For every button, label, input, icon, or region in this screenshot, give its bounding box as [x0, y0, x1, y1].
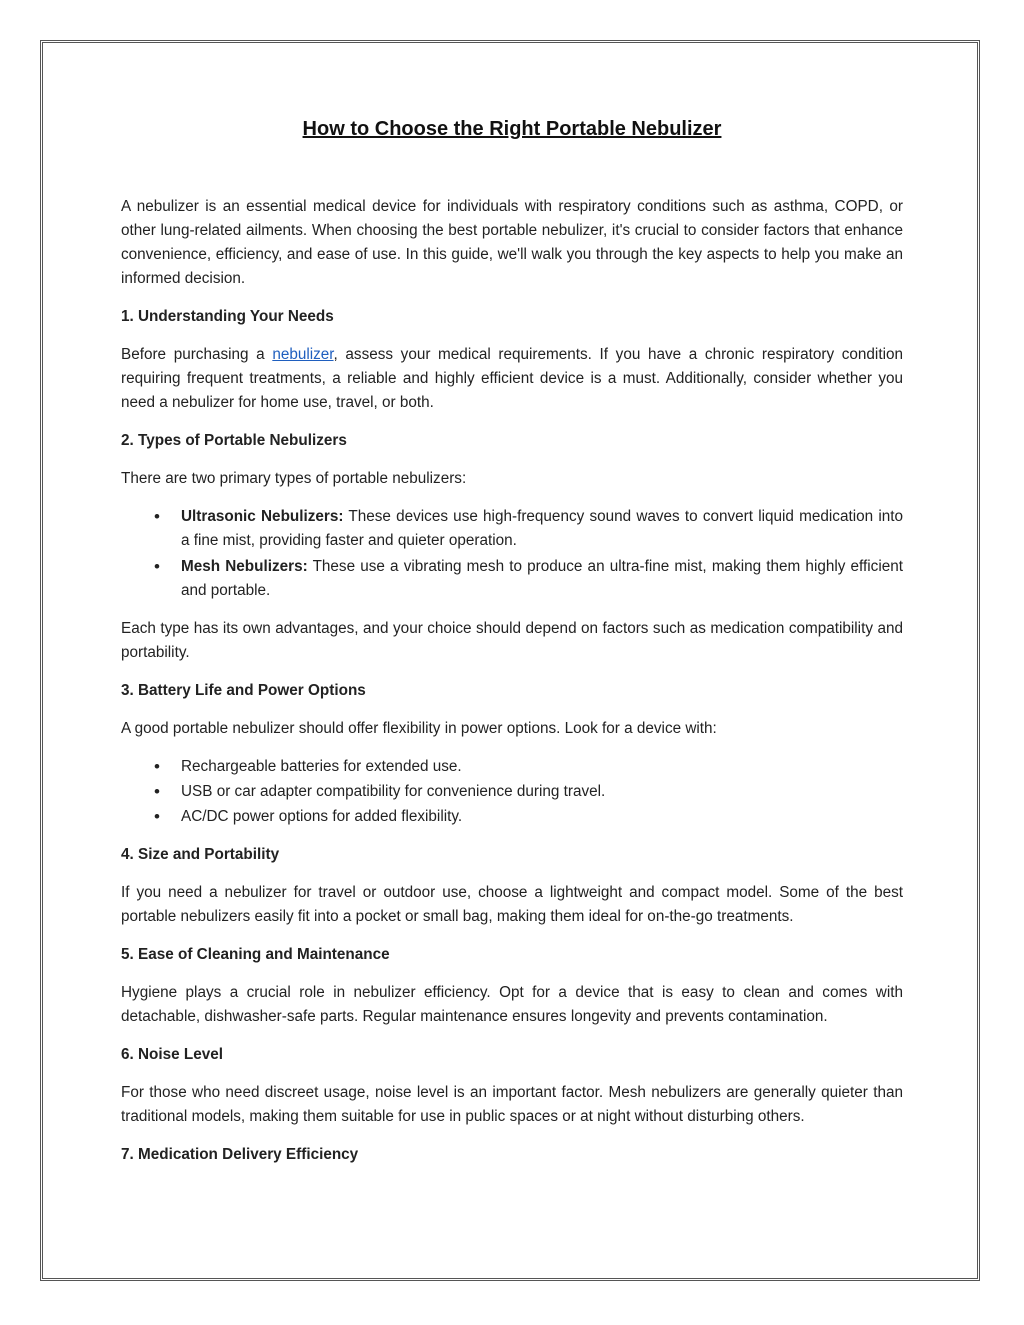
list-item: • USB or car adapter compatibility for convenience during travel.	[181, 780, 903, 804]
needs-paragraph	[121, 343, 903, 415]
types-lead-paragraph: There are two primary types of portable nebulizers:	[121, 470, 467, 487]
needs-text-after-link: , assess your medical requirements. If you have a chronic respiratory condition requiring frequent treatments, a reliable and highly efficient device is a must. Additionally, consider whether you need a nebulizer for home use, travel, or both.	[121, 346, 903, 411]
size-paragraph: If you need a nebulizer for travel or outdoor use, choose a lightweight and compact model. Some of the best portable nebulizers easily fit into a pocket or small bag, making them ideal for on-the-go treatments.	[121, 884, 903, 925]
list-item-text: These devices use high-frequency sound waves to convert liquid medication into a fine mist, providing faster and quieter operation.	[181, 508, 903, 549]
document-title: How to Choose the Right Portable Nebulizer	[302, 118, 722, 140]
section-heading-delivery: 7. Medication Delivery Efficiency	[121, 1146, 359, 1163]
intro-paragraph: A nebulizer is an essential medical device for individuals with respiratory conditions such as asthma, COPD, or other lung-related ailments. When choosing the best portable nebulizer, it's crucial to consider factors that enhance convenience, efficiency, and ease of use. In this guide, we'll walk you through the key aspects to help you make an informed decision.	[121, 198, 903, 287]
cleaning-paragraph: Hygiene plays a crucial role in nebulizer efficiency. Opt for a device that is easy to clean and comes with detachable, dishwasher-safe parts. Regular maintenance ensures longevity and prevents contamination.	[121, 984, 903, 1025]
section-heading-size: 4. Size and Portability	[121, 846, 280, 863]
section-heading-cleaning: 5. Ease of Cleaning and Maintenance	[121, 946, 390, 963]
list-item-text: These use a vibrating mesh to produce an ultra-fine mist, making them highly efficient and portable.	[181, 558, 903, 599]
noise-paragraph: For those who need discreet usage, noise level is an important factor. Mesh nebulizers are generally quieter than traditional models, making them suitable for use in public spaces or at night without disturbing others.	[121, 1084, 903, 1125]
list-item-label: Mesh Nebulizers:	[181, 558, 308, 575]
nebulizer-link[interactable]: nebulizer	[272, 346, 334, 363]
list-item	[181, 505, 903, 553]
section-heading-battery: 3. Battery Life and Power Options	[121, 682, 366, 699]
list-item	[181, 555, 903, 603]
list-item: • Rechargeable batteries for extended use.	[181, 755, 903, 779]
battery-list	[121, 755, 903, 829]
section-heading-noise: 6. Noise Level	[121, 1046, 224, 1063]
document-body	[121, 118, 903, 1181]
section-heading-types: 2. Types of Portable Nebulizers	[121, 432, 347, 449]
types-closing-paragraph: Each type has its own advantages, and your choice should depend on factors such as medication compatibility and portability.	[121, 620, 903, 661]
list-item: • AC/DC power options for added flexibility.	[181, 805, 903, 829]
list-item-label: Ultrasonic Nebulizers:	[181, 508, 344, 525]
needs-text-before-link: Before purchasing a	[121, 346, 273, 363]
battery-lead-paragraph: A good portable nebulizer should offer flexibility in power options. Look for a device with:	[121, 720, 717, 737]
section-heading-needs: 1. Understanding Your Needs	[121, 308, 334, 325]
types-list	[121, 505, 903, 603]
